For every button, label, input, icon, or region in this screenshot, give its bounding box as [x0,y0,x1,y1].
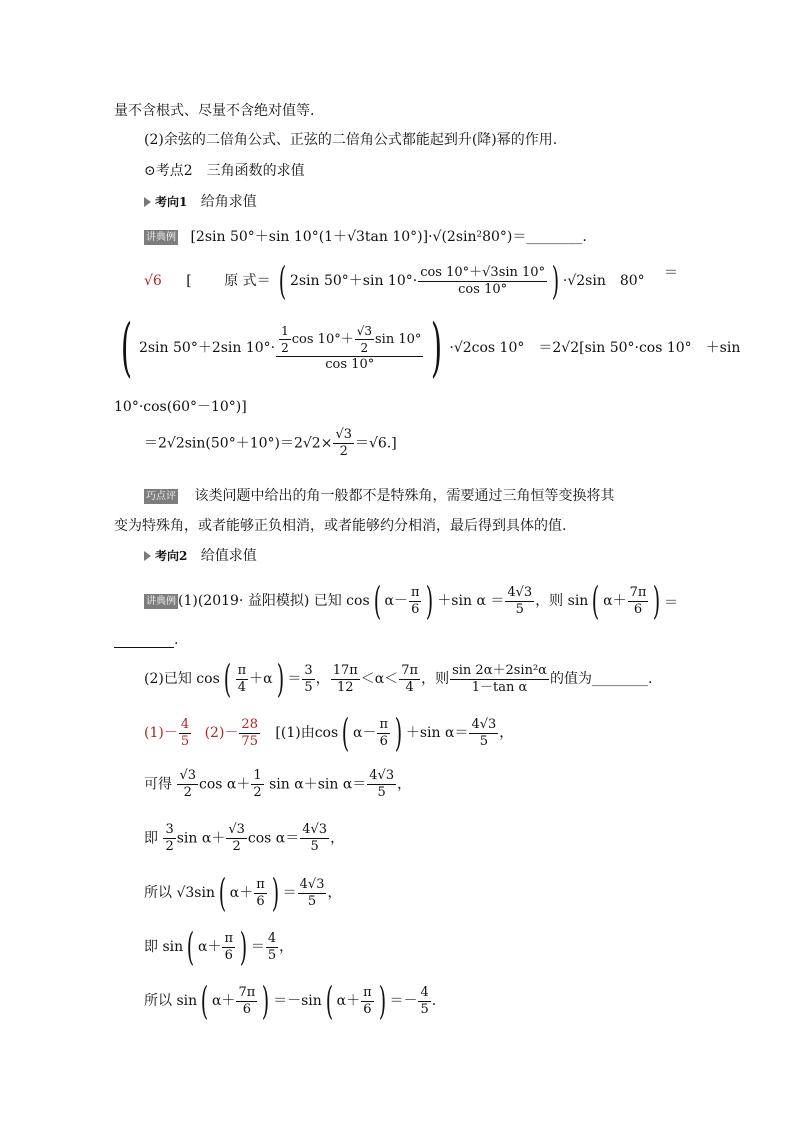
solution-2-line-3: 即 $\frac{3}{2}$ sin α＋ $\frac{√3}{2}$ cos α＝ $\frac{4√3}{5}$ ， [144,822,345,854]
solution-2-line-4: 所以 √3sin( α＋ $\frac{\pi}{6}$ ) ＝ $\frac{4√3}{5}$ ， [144,871,342,915]
solution-1-line-2: ( 2sin 50°＋2sin 10°· $\frac{1}{2}$ cos 10°＋ $\frac{√3}{2}$ sin 10° cos 10° ) ·√2cos 10° ＝2√2[sin 50°·cos 10° ＋sin [120,311,741,385]
solution-2-line-6: 所以 sin( α＋ $\frac{7\pi}{6}$ ) ＝－sin( α＋ $\frac{\pi}{6}$ ) ＝－ $\frac{4}{5}$ . [144,979,437,1023]
triangle-marker-icon [144,551,151,561]
example-tag: 讲典例 [146,595,176,607]
solution-2-line-2: 可得 $\frac{√3}{2}$ cos α＋ $\frac{1}{2}$ sin α＋sin α＝ $\frac{4√3}{5}$ ， [144,768,412,800]
example-question-2: 讲典例 (1)(2019· 益阳模拟) 已知 cos( α－ $\frac{\pi}{6}$ ) ＋sin α ＝ $\frac{4√3}{5}$ ，则 sin( α＋ $\frac{7\pi}{6}$ ) ＝ [146,579,678,623]
triangle-marker-icon [144,197,151,207]
solution-1-line-1: √6 [ 原 式＝ ( 2sin 50°＋sin 10°· $\frac{\cos 10^\circ+√3\sin 10^\circ}{\cos 10^\circ}$ ) ·√2sin 80° ＝ [144,259,678,303]
subsection-heading-kaoxiang-1: 考向1 给角求值 [144,191,257,211]
text-line-2: (2)余弦的二倍角公式、正弦的二倍角公式都能起到升(降)幂的作用. [144,132,558,148]
answer-1: √6 [144,273,162,289]
question-1-text: [2sin 50°＋sin 10°(1＋√3tan 10°)]·√(2sin²80°)＝________. [190,229,587,245]
solution-2-line-1: (1)－ $\frac{4}{5}$ (2)－ $\frac{28}{75}$ [(1)由cos( α－ $\frac{\pi}{6}$ ) ＋sin α＝ $\frac{4√3}{5}$ ， [144,711,514,755]
question-2-blank: . [114,632,178,648]
example-question-3: (2)已知 cos( $\frac{\pi}{4}$ ＋α) ＝ $\frac{3}{5}$ ， $\frac{17\pi}{12}$ ＜α＜ $\frac{7\pi}{4}$ ，则 $\frac{\text{sin 2α＋2sin²α}}{\text{1－tan α}}$ 的值为________. [144,657,653,701]
comment-tag: 巧点评 [146,490,176,502]
subsection-heading-kaoxiang-2: 考向2 给值求值 [144,545,257,565]
text-line-1: 量不含根式、尽量不含绝对值等. [114,103,315,119]
solution-1-line-3: 10°·cos(60°－10°)] [114,399,247,415]
comment-line-1: 巧点评 该类问题中给出的角一般都不是特殊角，需要通过三角恒等变换将其 [146,488,615,504]
solution-1-line-4: ＝2√2sin(50°＋10°)＝2√2× $\frac{√3}{2}$ ＝√6.] [144,427,397,459]
solution-2-line-5: 即 sin( α＋ $\frac{\pi}{6}$ ) ＝ $\frac{4}{5}$ ， [144,925,294,969]
comment-line-2: 变为特殊角，或者能够正负相消，或者能够约分相消，最后得到具体的值. [114,518,567,534]
example-question-1 [144,226,587,246]
example-tag: 讲典例 [146,231,176,243]
section-heading-kaodian-2: ⊙考点2 三角函数的求值 [144,163,305,179]
